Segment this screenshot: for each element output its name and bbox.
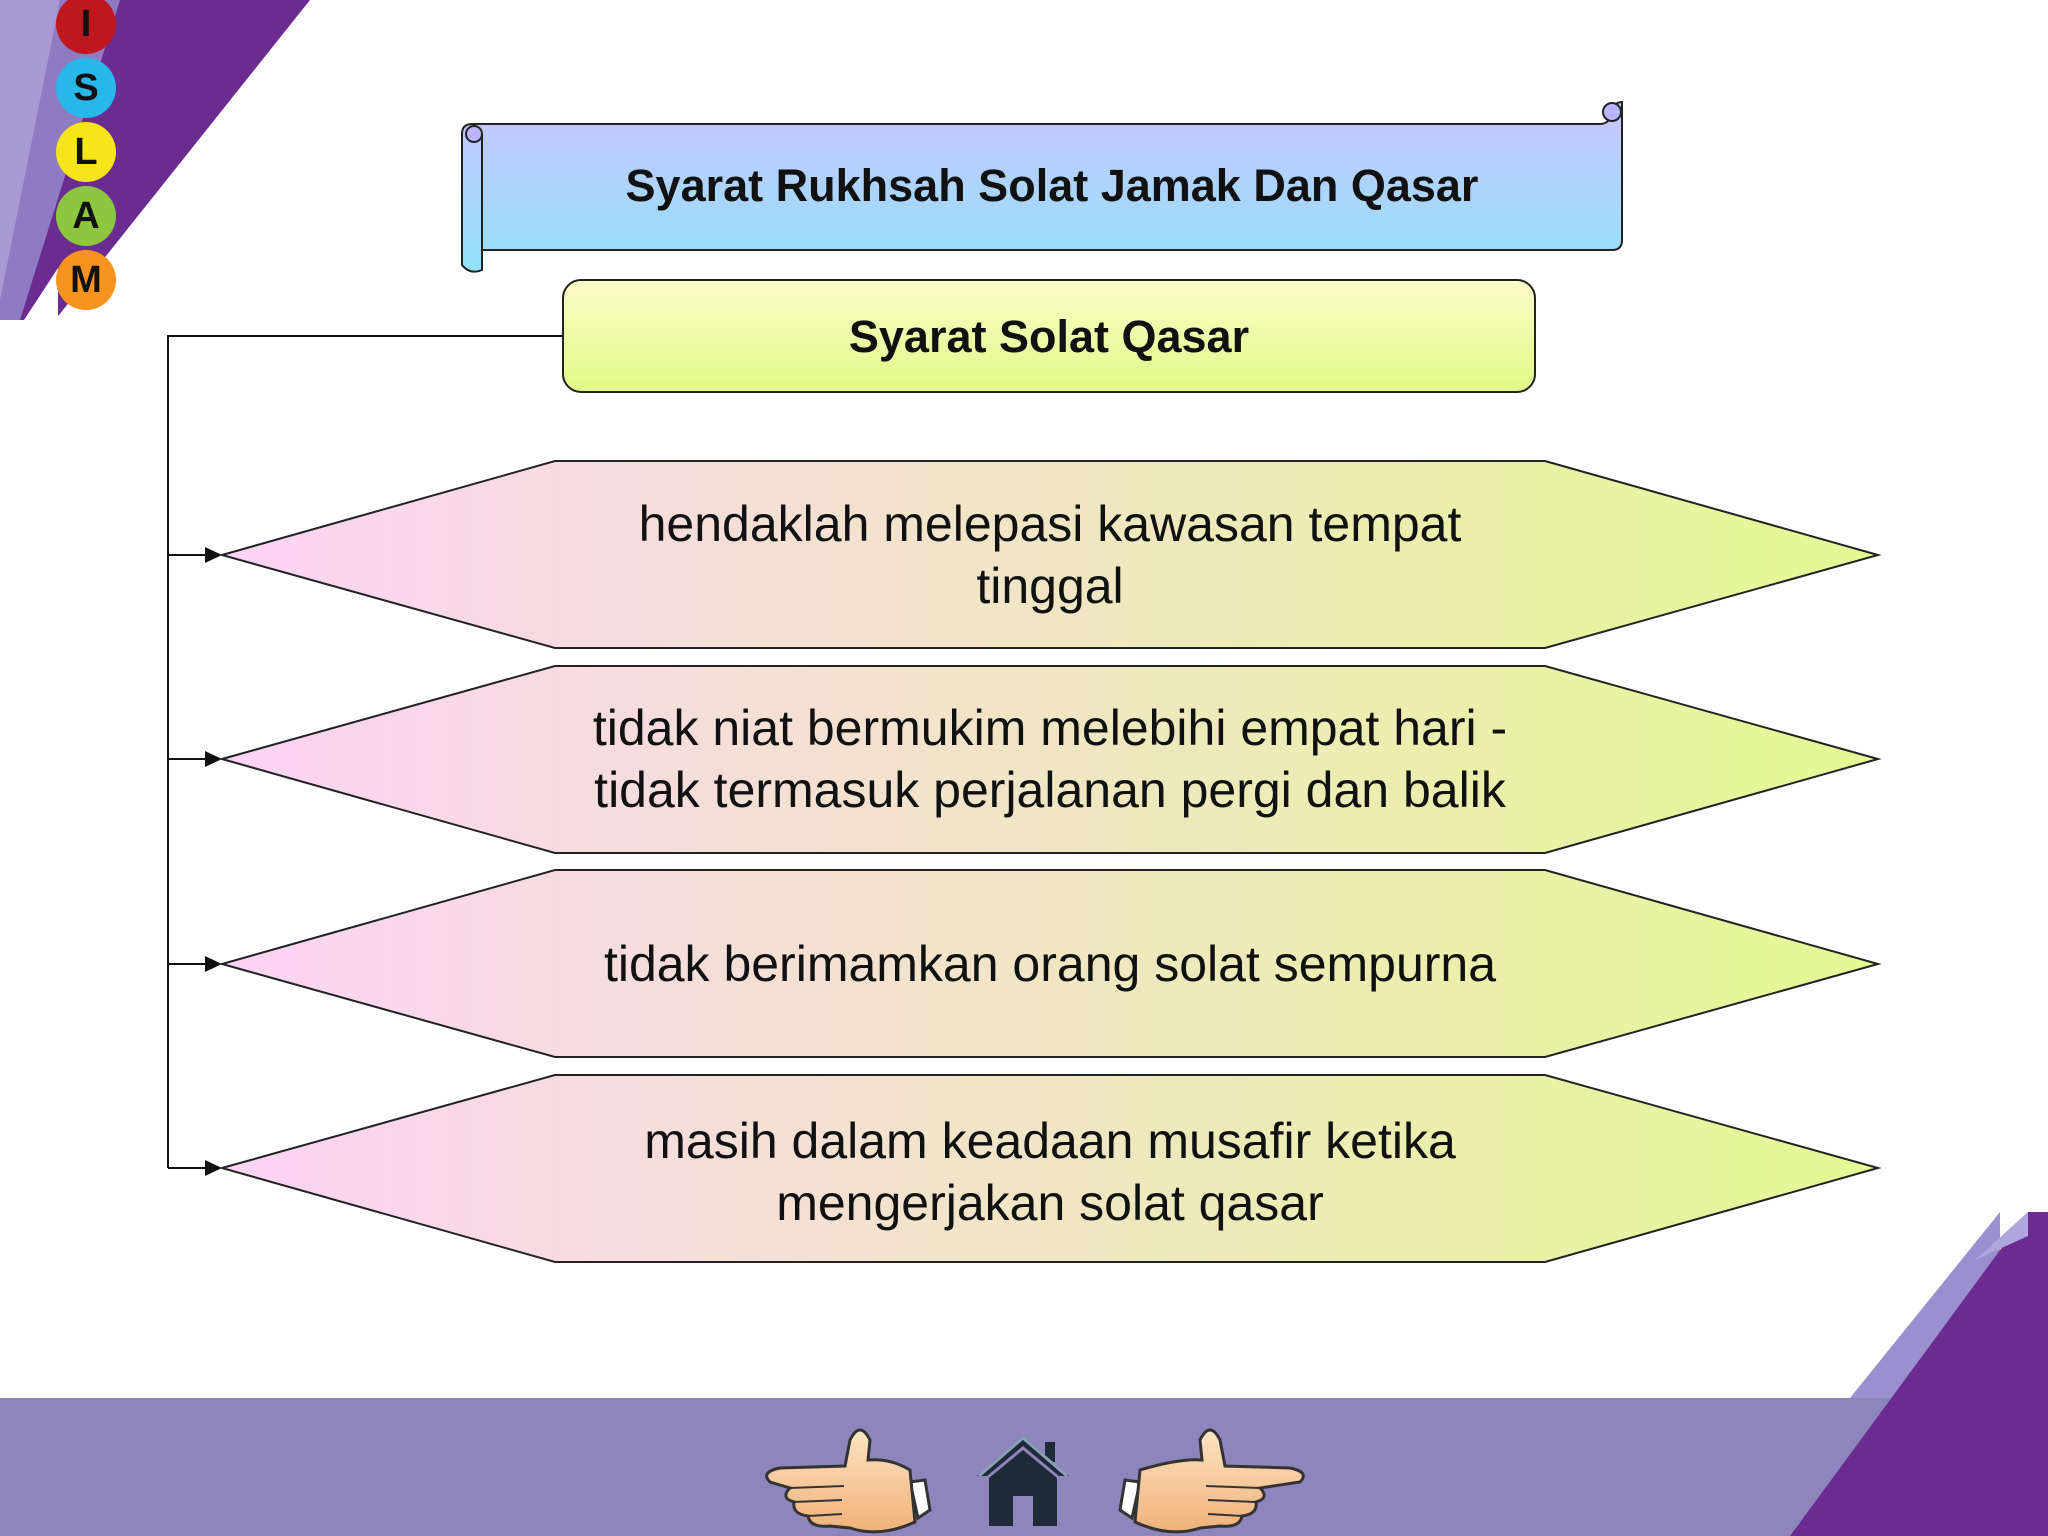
subtitle: Syarat Solat Qasar — [848, 311, 1250, 362]
item-3-line-1: tidak berimamkan orang solat sempurna — [603, 936, 1497, 992]
item-1-line-2: tinggal — [976, 558, 1124, 614]
top-left-decoration — [0, 0, 310, 320]
item-2-line-1: tidak niat bermukim melebihi empat hari - — [592, 700, 1508, 756]
item-2-line-2: tidak termasuk perjalanan pergi dan balik — [594, 762, 1506, 818]
item-text-3 — [400, 933, 1700, 995]
item-4-line-1: masih dalam keadaan musafir ketika — [644, 1113, 1456, 1169]
page-title: Syarat Rukhsah Solat Jamak Dan Qasar — [625, 160, 1479, 211]
logo-letter-s: S — [56, 58, 116, 118]
connector-arrowheads — [205, 547, 222, 1176]
logo-letter-l: L — [56, 122, 116, 182]
item-4-line-2: mengerjakan solat qasar — [776, 1175, 1324, 1231]
item-text-1 — [400, 493, 1700, 617]
logo-letter-m: M — [56, 250, 116, 310]
logo-letter-i: I — [56, 0, 116, 54]
bottom-right-decoration — [1790, 1212, 2048, 1536]
item-text-4 — [400, 1110, 1700, 1234]
item-1-line-1: hendaklah melepasi kawasan tempat — [638, 496, 1462, 552]
item-text-2 — [400, 697, 1700, 821]
logo-letter-a: A — [56, 186, 116, 246]
